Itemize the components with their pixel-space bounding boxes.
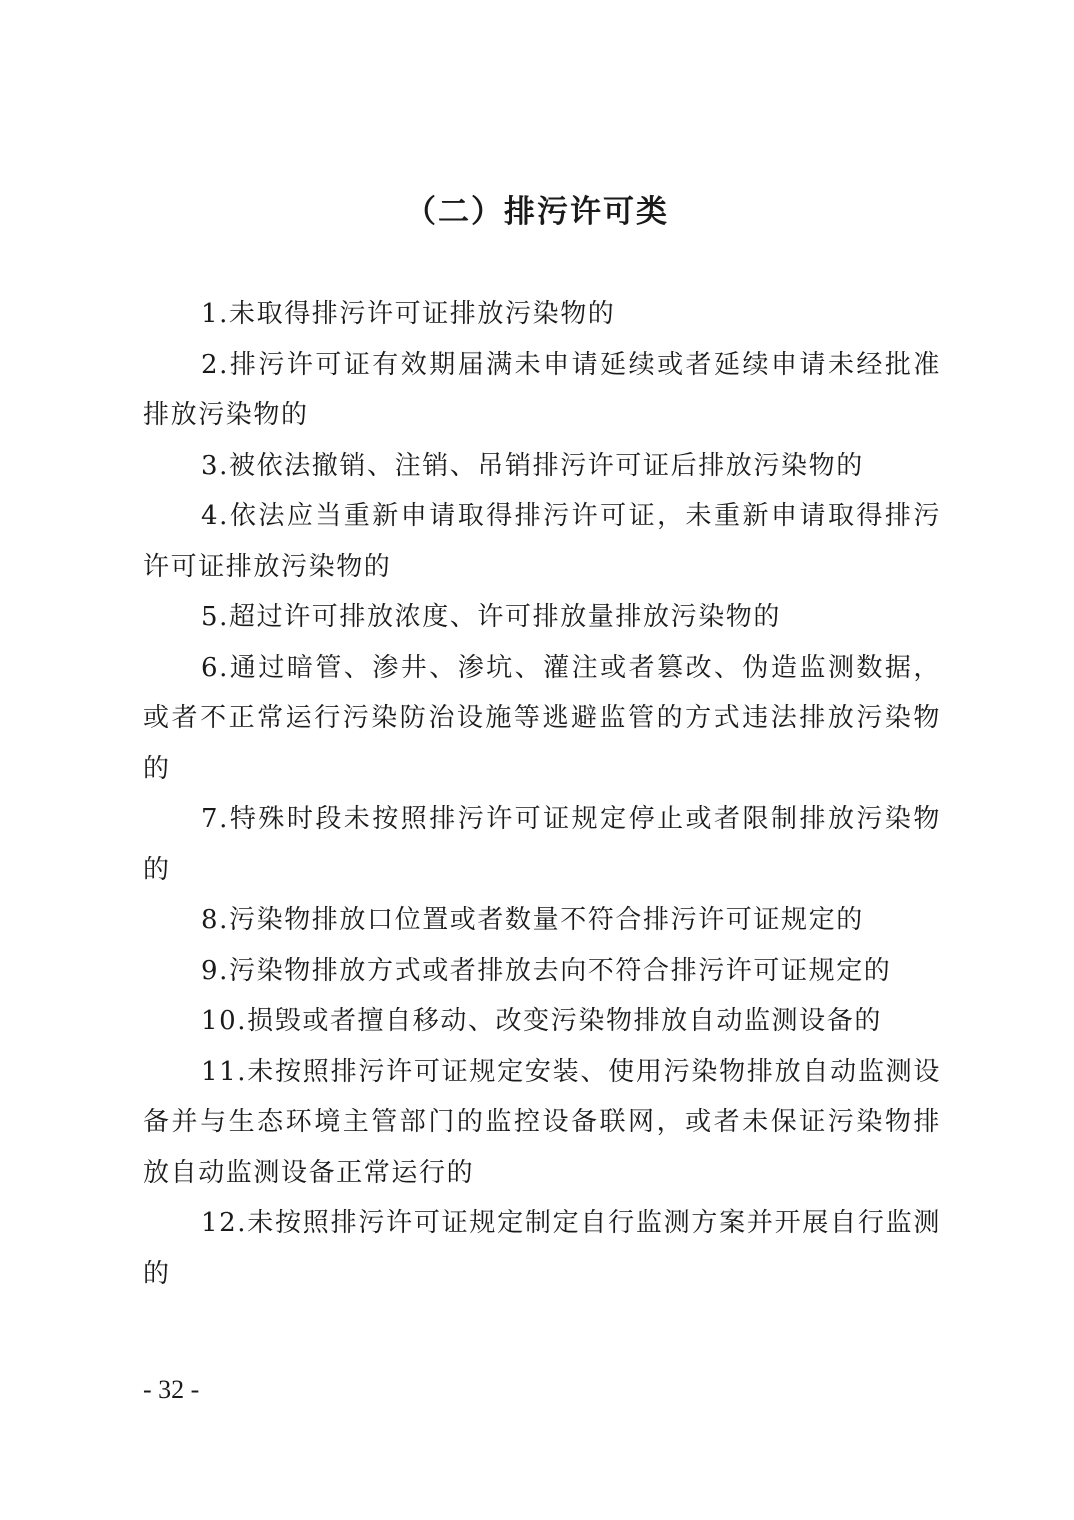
list-item: 12.未按照排污许可证规定制定自行监测方案并开展自行监测的 [143,1208,941,1289]
list-item: 9.污染物排放方式或者排放去向不符合排污许可证规定的 [201,955,892,986]
page-number: - 32 - [143,1375,200,1404]
list-item: 5.超过许可排放浓度、许可排放量排放污染物的 [201,602,782,632]
list-item: 11.未按照排污许可证规定安装、使用污染物排放自动监测设备并与生态环境主管部门的监控设备联网，或者未保证污染物排放自动监测设备正常运行的 [143,1056,941,1188]
violation-list [143,289,941,1299]
list-item: 10.损毁或者擅自移动、改变污染物排放自动监测设备的 [201,1006,882,1036]
list-item: 6.通过暗管、渗井、渗坑、灌注或者篡改、伪造监测数据，或者不正常运行污染防治设施等逃避监管的方式违法排放污染物的 [143,652,941,784]
list-item: 1.未取得排污许可证排放污染物的 [201,299,616,329]
list-item: 4.依法应当重新申请取得排污许可证，未重新申请取得排污许可证排放污染物的 [143,501,941,582]
list-item: 3.被依法撤销、注销、吊销排污许可证后排放污染物的 [201,450,864,481]
list-item: 2.排污许可证有效期届满未申请延续或者延续申请未经批准排放污染物的 [143,349,941,430]
section-title: （二）排污许可类 [405,194,669,230]
list-item: 7.特殊时段未按照排污许可证规定停止或者限制排放污染物的 [143,804,941,885]
list-item: 8.污染物排放口位置或者数量不符合排污许可证规定的 [201,905,864,935]
